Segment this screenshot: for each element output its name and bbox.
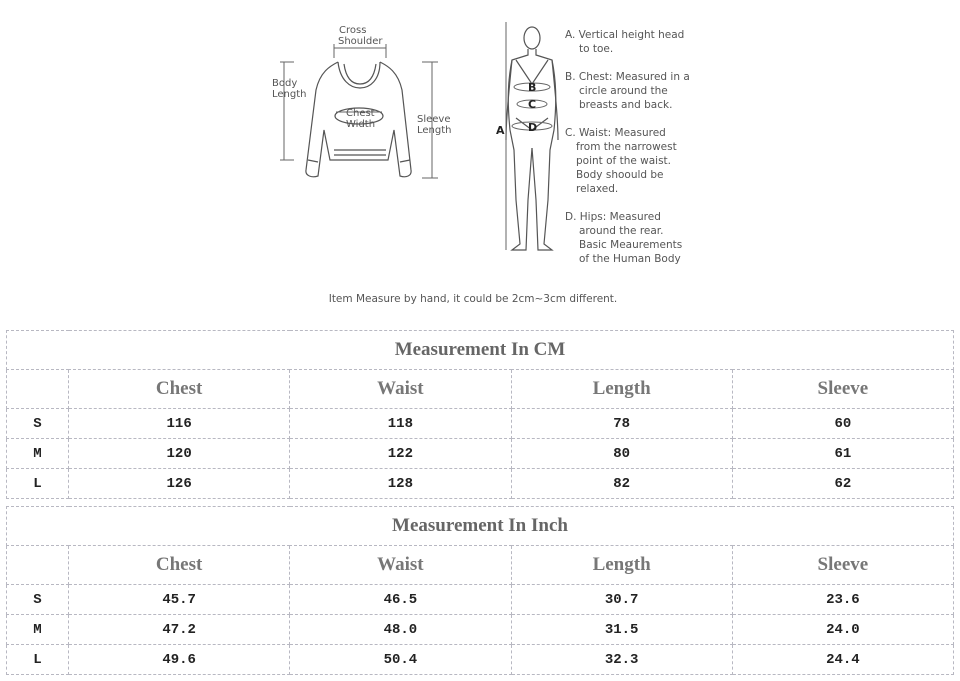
header-corner-cell <box>7 546 69 585</box>
header-chest: Chest <box>69 546 290 585</box>
waist-value: 118 <box>290 409 511 439</box>
sleeve-value: 24.0 <box>732 615 953 645</box>
measurement-diagram <box>0 0 960 320</box>
body-letter-d: D <box>528 121 538 134</box>
chest-width-label-line1: Chest <box>346 108 375 119</box>
table-row <box>7 439 954 469</box>
sleeve-value: 23.6 <box>732 585 953 615</box>
waist-value: 50.4 <box>290 645 511 675</box>
table-row <box>7 585 954 615</box>
note-c-line2: from the narrowest <box>576 141 677 153</box>
chest-value: 47.2 <box>69 615 290 645</box>
body-length-label-line1: Body <box>272 78 298 89</box>
table-row <box>7 409 954 439</box>
note-a-line1: A. Vertical height head <box>565 29 685 41</box>
table-title: Measurement In Inch <box>7 507 954 546</box>
header-waist: Waist <box>290 546 511 585</box>
note-b-line2: circle around the <box>579 85 668 97</box>
table-row <box>7 469 954 499</box>
header-length: Length <box>511 546 732 585</box>
sleeve-value: 62 <box>732 469 953 499</box>
length-value: 30.7 <box>511 585 732 615</box>
table-title-row <box>7 507 954 546</box>
table-title: Measurement In CM <box>7 331 954 370</box>
size-label: S <box>7 409 69 439</box>
header-sleeve: Sleeve <box>732 546 953 585</box>
sleeve-value: 60 <box>732 409 953 439</box>
sleeve-length-label-line1: Sleeve <box>417 114 451 125</box>
table-title-row <box>7 331 954 370</box>
size-label: M <box>7 439 69 469</box>
note-b-line3: breasts and back. <box>579 99 673 111</box>
sleeve-value: 24.4 <box>732 645 953 675</box>
header-corner-cell <box>7 370 69 409</box>
size-label: L <box>7 469 69 499</box>
chest-value: 45.7 <box>69 585 290 615</box>
body-letter-a: A <box>496 124 505 137</box>
note-b-line1: B. Chest: Measured in a <box>565 71 690 83</box>
body-letter-c: C <box>528 98 537 111</box>
size-table-inch <box>6 506 954 675</box>
table-header-row <box>7 546 954 585</box>
note-c-line1: C. Waist: Measured <box>565 127 666 139</box>
cross-shoulder-label-line1: Cross <box>339 25 367 36</box>
header-chest: Chest <box>69 370 290 409</box>
body-measure-lines <box>506 22 552 250</box>
chest-value: 126 <box>69 469 290 499</box>
table-header-row <box>7 370 954 409</box>
size-table-cm <box>6 330 954 499</box>
waist-value: 128 <box>290 469 511 499</box>
chest-value: 120 <box>69 439 290 469</box>
waist-value: 46.5 <box>290 585 511 615</box>
note-d-line1: D. Hips: Measured <box>565 211 661 223</box>
size-label: L <box>7 645 69 675</box>
sleeve-length-label-line2: Length <box>417 125 452 136</box>
size-label: M <box>7 615 69 645</box>
note-c-line5: relaxed. <box>576 183 619 195</box>
length-value: 78 <box>511 409 732 439</box>
sleeve-value: 61 <box>732 439 953 469</box>
measurement-caption: Item Measure by hand, it could be 2cm~3cm different. <box>328 293 618 305</box>
note-c-line4: Body shoould be <box>576 169 664 181</box>
size-label: S <box>7 585 69 615</box>
length-value: 80 <box>511 439 732 469</box>
header-waist: Waist <box>290 370 511 409</box>
length-value: 31.5 <box>511 615 732 645</box>
waist-value: 122 <box>290 439 511 469</box>
chest-value: 49.6 <box>69 645 290 675</box>
chest-value: 116 <box>69 409 290 439</box>
note-d-line4: of the Human Body <box>579 253 681 265</box>
note-d-line3: Basic Meaurements <box>579 239 683 251</box>
body-length-label-line2: Length <box>272 89 307 100</box>
note-c-line3: point of the waist. <box>576 155 672 167</box>
header-sleeve: Sleeve <box>732 370 953 409</box>
header-length: Length <box>511 370 732 409</box>
waist-value: 48.0 <box>290 615 511 645</box>
note-d-line2: around the rear. <box>579 225 664 237</box>
table-row <box>7 645 954 675</box>
length-value: 82 <box>511 469 732 499</box>
table-row <box>7 615 954 645</box>
cross-shoulder-label-line2: Shoulder <box>338 36 383 47</box>
body-figure <box>506 27 558 250</box>
note-a-line2: to toe. <box>579 43 614 55</box>
chest-width-label-line2: Width <box>346 119 376 130</box>
length-value: 32.3 <box>511 645 732 675</box>
body-letter-b: B <box>528 81 537 94</box>
